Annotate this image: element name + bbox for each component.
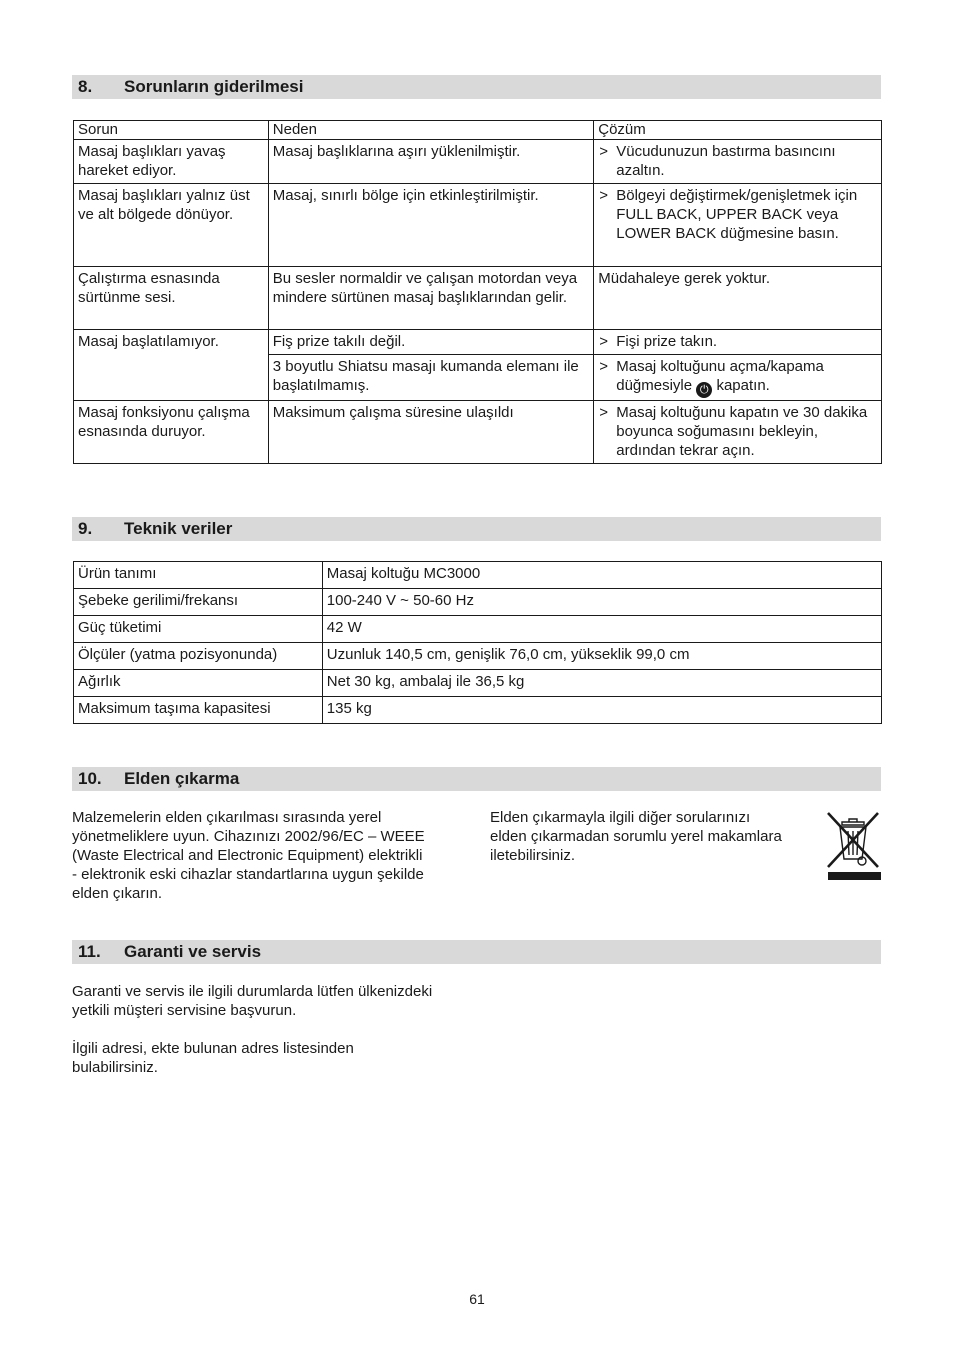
section-title: Garanti ve servis bbox=[124, 942, 262, 961]
table-row bbox=[74, 401, 882, 464]
warranty-paragraph-2 bbox=[72, 1039, 492, 1077]
spec-label: Güç tüketimi bbox=[74, 616, 323, 643]
solution-cell bbox=[594, 355, 882, 401]
text-line: iletebilirsiniz. bbox=[490, 847, 576, 864]
cause-cell: Bu sesler normaldir ve çalışan motordan veya mindere sürtünen masaj başlıklarından gelir. bbox=[268, 267, 593, 330]
disposal-text-left bbox=[72, 808, 472, 903]
section-title: Sorunların giderilmesi bbox=[124, 77, 304, 96]
problem-cell: Masaj fonksiyonu çalışma esnasında duruyor. bbox=[74, 401, 269, 464]
table-row bbox=[74, 670, 882, 697]
section-heading-troubleshooting bbox=[72, 75, 881, 99]
section-number: 8. bbox=[78, 77, 93, 96]
spec-table bbox=[73, 561, 882, 724]
spec-value: 100-240 V ~ 50-60 Hz bbox=[322, 589, 881, 616]
header-cell-solution: Çözüm bbox=[594, 121, 882, 140]
problem-cell: Çalıştırma esnasında sürtünme sesi. bbox=[74, 267, 269, 330]
table-row bbox=[74, 616, 882, 643]
solution-cell: Müdahaleye gerek yoktur. bbox=[594, 267, 882, 330]
solution-text: Bölgeyi değiştirmek/genişletmek için FULL BACK, UPPER BACK veya LOWER BACK düğmesine basın. bbox=[616, 187, 858, 242]
problem-cell: Masaj başlıkları yalnız üst ve alt bölgede dönüyor. bbox=[74, 184, 269, 267]
section-heading-warranty bbox=[72, 940, 881, 964]
spec-value: Masaj koltuğu MC3000 bbox=[322, 562, 881, 589]
section-heading-disposal bbox=[72, 767, 881, 791]
spec-value: 135 kg bbox=[322, 697, 881, 724]
bullet-marker: > bbox=[599, 358, 608, 375]
header-cell-cause: Neden bbox=[268, 121, 593, 140]
section-heading-technical bbox=[72, 517, 881, 541]
table-row bbox=[74, 267, 882, 330]
header-cell-problem: Sorun bbox=[74, 121, 269, 140]
solution-cell bbox=[594, 184, 882, 267]
disposal-text-right bbox=[490, 808, 820, 865]
solution-cell bbox=[594, 401, 882, 464]
section-number: 9. bbox=[78, 519, 93, 538]
spec-label: Ürün tanımı bbox=[74, 562, 323, 589]
text-line: Elden çıkarmayla ilgili diğer sorularınızı bbox=[490, 809, 751, 826]
solution-text: Fişi prize takın. bbox=[616, 333, 718, 350]
table-row bbox=[74, 184, 882, 267]
solution-text: Vücudunuzun bastırma basıncını azaltın. bbox=[616, 143, 836, 179]
cause-cell: 3 boyutlu Shiatsu masajı kumanda elemanı ile başlatılmamış. bbox=[268, 355, 593, 401]
section-number: 10. bbox=[78, 769, 102, 788]
solution-cell bbox=[594, 140, 882, 184]
table-row bbox=[74, 589, 882, 616]
text-line: Garanti ve servis ile ilgili durumlarda lütfen ülkenizdeki bbox=[72, 983, 433, 1000]
power-icon: ⏻ bbox=[696, 382, 712, 398]
spec-label: Ölçüler (yatma pozisyonunda) bbox=[74, 643, 323, 670]
cause-cell: Masaj başlıklarına aşırı yüklenilmiştir. bbox=[268, 140, 593, 184]
table-row bbox=[74, 643, 882, 670]
cause-cell: Masaj, sınırlı bölge için etkinleştirilmiştir. bbox=[268, 184, 593, 267]
solution-text-end: kapatın. bbox=[716, 377, 770, 394]
text-line: yetkili müşteri servisine başvurun. bbox=[72, 1002, 297, 1019]
text-line: Malzemelerin elden çıkarılması sırasında yerel bbox=[72, 809, 382, 826]
spec-value: 42 W bbox=[322, 616, 881, 643]
bullet-marker: > bbox=[599, 333, 608, 350]
section-title: Elden çıkarma bbox=[124, 769, 240, 788]
solution-cell bbox=[594, 330, 882, 355]
section-title: Teknik veriler bbox=[124, 519, 233, 538]
solution-text: Masaj koltuğunu açma/kapama düğmesiyle bbox=[616, 358, 824, 394]
text-line: elden çıkarmadan sorumlu yerel makamlara bbox=[490, 828, 782, 845]
section-number: 11. bbox=[78, 942, 101, 961]
bullet-marker: > bbox=[599, 404, 608, 421]
spec-value: Net 30 kg, ambalaj ile 36,5 kg bbox=[322, 670, 881, 697]
text-line: elden çıkarın. bbox=[72, 885, 163, 902]
text-line: - elektronik eski cihazlar standartlarına uygun şekilde bbox=[72, 866, 424, 883]
page-number: 61 bbox=[469, 1291, 485, 1307]
troubleshooting-table bbox=[73, 120, 882, 464]
cause-cell: Maksimum çalışma süresine ulaşıldı bbox=[268, 401, 593, 464]
bullet-marker: > bbox=[599, 187, 608, 204]
weee-crossed-bin-icon bbox=[824, 811, 882, 883]
table-row bbox=[74, 330, 882, 355]
bullet-marker: > bbox=[599, 143, 608, 160]
table-row bbox=[74, 697, 882, 724]
text-line: (Waste Electrical and Electronic Equipment) elektrikli bbox=[72, 847, 423, 864]
solution-text: Masaj koltuğunu kapatın ve 30 dakika boyunca soğumasını bekleyin, ardından tekrar açın. bbox=[616, 404, 868, 459]
cause-cell: Fiş prize takılı değil. bbox=[268, 330, 593, 355]
text-line: bulabilirsiniz. bbox=[72, 1059, 158, 1076]
problem-cell: Masaj başlatılamıyor. bbox=[74, 330, 269, 401]
spec-label: Ağırlık bbox=[74, 670, 323, 697]
text-line: İlgili adresi, ekte bulunan adres listesinden bbox=[72, 1040, 354, 1057]
spec-label: Maksimum taşıma kapasitesi bbox=[74, 697, 323, 724]
text-line: yönetmeliklere uyun. Cihazınızı 2002/96/EC – WEEE bbox=[72, 828, 425, 845]
spec-label: Şebeke gerilimi/frekansı bbox=[74, 589, 323, 616]
problem-cell: Masaj başlıkları yavaş hareket ediyor. bbox=[74, 140, 269, 184]
table-header-row bbox=[74, 121, 882, 140]
spec-value: Uzunluk 140,5 cm, genişlik 76,0 cm, yükseklik 99,0 cm bbox=[322, 643, 881, 670]
table-row bbox=[74, 140, 882, 184]
warranty-paragraph-1 bbox=[72, 982, 492, 1020]
table-row bbox=[74, 562, 882, 589]
